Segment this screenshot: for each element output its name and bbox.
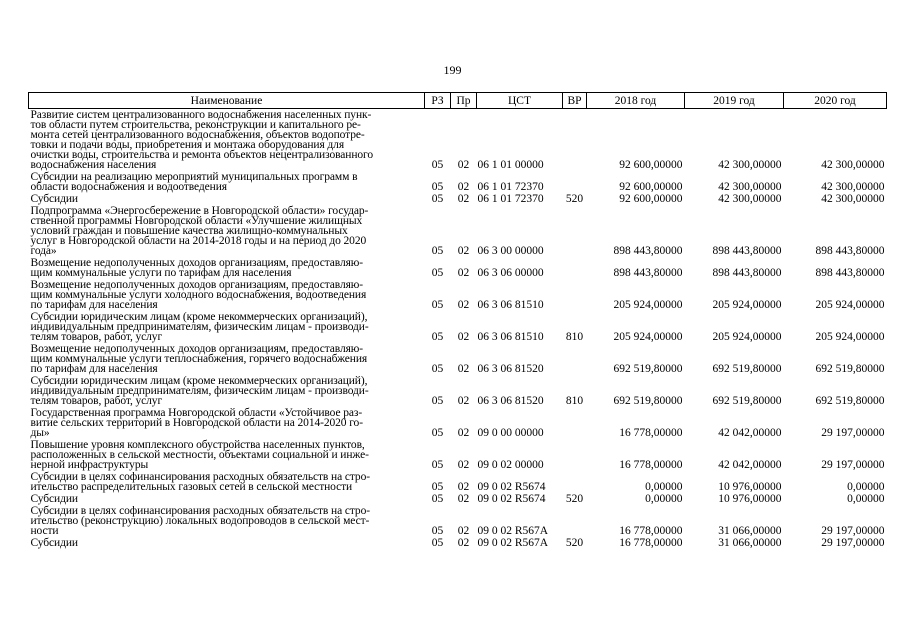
row-cst: 06 3 06 81520 (477, 395, 544, 407)
row-amount-2020: 29 197,00000 (821, 459, 885, 471)
row-amount-2019: 205 924,00000 (712, 331, 782, 343)
header-pr: Пр (451, 93, 477, 109)
row-pr: 02 (457, 427, 470, 439)
row-pr: 02 (457, 525, 470, 537)
row-amount-2018: 92 600,00000 (619, 159, 683, 171)
row-amount-2019: 31 066,00000 (718, 537, 782, 549)
header-vr: ВР (563, 93, 587, 109)
row-vr: 810 (565, 331, 584, 343)
row-amount-2019: 42 300,00000 (718, 181, 782, 193)
row-amount-2020: 205 924,00000 (815, 331, 885, 343)
row-amount-2020: 42 300,00000 (821, 193, 885, 205)
row-rz: 05 (431, 427, 444, 439)
row-amount-2018: 16 778,00000 (619, 537, 683, 549)
row-amount-2018: 205 924,00000 (613, 299, 683, 311)
header-2019: 2019 год (685, 93, 784, 109)
row-name (29, 193, 425, 205)
row-amount-2020: 29 197,00000 (821, 525, 885, 537)
row-rz: 05 (431, 159, 444, 171)
row-rz: 05 (431, 331, 444, 343)
row-amount-2018: 16 778,00000 (619, 459, 683, 471)
row-vr (563, 439, 587, 471)
row-cst: 06 3 00 00000 (477, 245, 544, 257)
row-pr: 02 (457, 481, 470, 493)
header-cst: ЦСТ (477, 93, 563, 109)
row-name (29, 537, 425, 549)
row-rz: 05 (431, 245, 444, 257)
row-pr: 02 (457, 459, 470, 471)
row-cst: 06 1 01 00000 (477, 159, 544, 171)
row-amount-2020: 898 443,80000 (815, 267, 885, 279)
table-row (29, 537, 887, 549)
row-name-text: Субсидии в целях софинансирования расходных обязательств на стро- ительство распределительных газовых сетей в сельской местности (30, 471, 370, 493)
row-amount-2020: 42 300,00000 (821, 181, 885, 193)
row-amount-2018: 16 778,00000 (619, 525, 683, 537)
row-rz: 05 (431, 459, 444, 471)
row-amount-2018: 0,00000 (645, 481, 683, 493)
row-amount-2019: 31 066,00000 (718, 525, 782, 537)
row-amount-2020: 898 443,80000 (815, 245, 885, 257)
row-name-text: Подпрограмма «Энергосбережение в Новгородской области» государ- ственной программы Новгородской области «Улучшение жилищных условий граждан и повышение качества жилищно-коммунальных услуг в Новгородской области на 2014-2018 годы и на период до 2020 года» (30, 205, 369, 257)
row-pr: 02 (457, 181, 470, 193)
row-amount-2019: 898 443,80000 (712, 245, 782, 257)
row-rz: 05 (431, 481, 444, 493)
table-row (29, 493, 887, 505)
row-vr (563, 279, 587, 311)
row-pr: 02 (457, 537, 470, 549)
row-amount-2019: 205 924,00000 (712, 299, 782, 311)
row-pr: 02 (457, 245, 470, 257)
row-name-text: Субсидии в целях софинансирования расходных обязательств на стро- ительство (реконструкцию) локальных водопроводов в сельской мест- ности (30, 505, 370, 537)
row-vr (563, 109, 587, 172)
row-vr (563, 471, 587, 493)
row-name-text: Возмещение недополученных доходов организациям, предоставляю- щим коммунальные услуги холодного водоснабжения, водоотведения по тарифам для населения (30, 279, 367, 311)
row-amount-2020: 42 300,00000 (821, 159, 885, 171)
row-cst: 06 3 06 00000 (477, 267, 544, 279)
row-name (29, 311, 425, 343)
row-pr: 02 (457, 299, 470, 311)
row-name (29, 493, 425, 505)
row-cst: 09 0 02 R567A (477, 537, 549, 549)
row-cst: 09 0 02 00000 (477, 459, 544, 471)
row-name-text: Субсидии на реализацию мероприятий муниципальных программ в области водоснабжения и водоотведения (30, 171, 358, 193)
header-2018: 2018 год (587, 93, 685, 109)
table-row (29, 257, 887, 279)
row-pr: 02 (457, 159, 470, 171)
row-cst: 09 0 02 R5674 (477, 493, 546, 505)
row-pr: 02 (457, 267, 470, 279)
row-amount-2018: 0,00000 (645, 493, 683, 505)
row-cst: 06 1 01 72370 (477, 181, 544, 193)
table-row (29, 505, 887, 537)
row-cst: 06 3 06 81520 (477, 363, 544, 375)
table-row (29, 471, 887, 493)
table-row (29, 311, 887, 343)
row-amount-2020: 692 519,80000 (815, 363, 885, 375)
header-rz: РЗ (425, 93, 451, 109)
row-rz: 05 (431, 525, 444, 537)
row-name-text: Возмещение недополученных доходов организациям, предоставляю- щим коммунальные услуги по тарифам для населения (30, 257, 364, 279)
row-name (29, 505, 425, 537)
row-vr (563, 505, 587, 537)
row-rz: 05 (431, 493, 444, 505)
row-name (29, 279, 425, 311)
row-amount-2019: 10 976,00000 (718, 481, 782, 493)
row-amount-2019: 10 976,00000 (718, 493, 782, 505)
row-amount-2020: 29 197,00000 (821, 427, 885, 439)
row-vr (563, 407, 587, 439)
row-name (29, 439, 425, 471)
table-header-row (29, 93, 887, 109)
row-amount-2018: 692 519,80000 (613, 363, 683, 375)
row-name-text: Государственная программа Новгородской области «Устойчивое раз- витие сельских территорий в Новгородской области на 2014-2020 го- ды» (30, 407, 363, 439)
table-row (29, 171, 887, 193)
row-amount-2018: 898 443,80000 (613, 245, 683, 257)
row-amount-2019: 692 519,80000 (712, 395, 782, 407)
row-name (29, 343, 425, 375)
row-name-text: Субсидии (30, 493, 78, 505)
row-amount-2018: 92 600,00000 (619, 193, 683, 205)
row-amount-2019: 42 042,00000 (718, 459, 782, 471)
row-rz: 05 (431, 193, 444, 205)
row-name (29, 257, 425, 279)
row-amount-2020: 29 197,00000 (821, 537, 885, 549)
row-pr: 02 (457, 395, 470, 407)
row-name (29, 471, 425, 493)
row-rz: 05 (431, 363, 444, 375)
row-vr (563, 257, 587, 279)
row-name-text: Развитие систем централизованного водоснабжения населенных пунк- тов области путем строительства, реконструкции и капитального ре- монта сетей централизованного водоснабжения, объектов водопотре- товки и подачи воды, приобретения и монтажа оборудования для очистки воды, строительства и ремонта объектов нецентрализованного водоснабжения населения (30, 109, 374, 171)
table-row (29, 439, 887, 471)
header-name: Наименование (29, 93, 425, 109)
row-name-text: Субсидии (30, 193, 78, 205)
row-name (29, 375, 425, 407)
row-cst: 06 3 06 81510 (477, 331, 544, 343)
row-vr (563, 171, 587, 193)
row-amount-2019: 42 300,00000 (718, 193, 782, 205)
table-row (29, 375, 887, 407)
row-vr (563, 205, 587, 257)
row-cst: 09 0 00 00000 (477, 427, 544, 439)
budget-table (28, 92, 887, 549)
row-rz: 05 (431, 395, 444, 407)
table-row (29, 407, 887, 439)
row-amount-2019: 692 519,80000 (712, 363, 782, 375)
row-name-text: Субсидии (30, 537, 78, 549)
row-amount-2020: 0,00000 (847, 481, 885, 493)
row-cst: 06 1 01 72370 (477, 193, 544, 205)
row-vr: 810 (565, 395, 584, 407)
row-pr: 02 (457, 363, 470, 375)
row-vr: 520 (565, 193, 584, 205)
row-cst: 09 0 02 R567A (477, 525, 549, 537)
table-body (29, 109, 887, 550)
row-name (29, 171, 425, 193)
row-pr: 02 (457, 493, 470, 505)
row-amount-2019: 898 443,80000 (712, 267, 782, 279)
row-amount-2020: 0,00000 (847, 493, 885, 505)
table-row (29, 343, 887, 375)
header-2020: 2020 год (784, 93, 887, 109)
row-pr: 02 (457, 193, 470, 205)
row-amount-2018: 898 443,80000 (613, 267, 683, 279)
row-rz: 05 (431, 267, 444, 279)
row-amount-2019: 42 042,00000 (718, 427, 782, 439)
row-amount-2020: 692 519,80000 (815, 395, 885, 407)
row-amount-2018: 92 600,00000 (619, 181, 683, 193)
row-name (29, 205, 425, 257)
row-rz: 05 (431, 299, 444, 311)
table-row (29, 205, 887, 257)
row-name (29, 407, 425, 439)
row-name (29, 109, 425, 172)
row-amount-2020: 205 924,00000 (815, 299, 885, 311)
row-name-text: Субсидии юридическим лицам (кроме некоммерческих организаций), индивидуальным предпринимателям, физическим лицам - производи- телям товаров, работ, услуг (30, 311, 369, 343)
row-amount-2018: 692 519,80000 (613, 395, 683, 407)
row-vr (563, 343, 587, 375)
table-row (29, 279, 887, 311)
row-cst: 06 3 06 81510 (477, 299, 544, 311)
row-pr: 02 (457, 331, 470, 343)
row-rz: 05 (431, 537, 444, 549)
row-vr: 520 (565, 493, 584, 505)
row-name-text: Возмещение недополученных доходов организациям, предоставляю- щим коммунальные услуги теплоснабжения, горячего водоснабжения по тарифам для населения (30, 343, 368, 375)
table-row (29, 109, 887, 172)
row-rz: 05 (431, 181, 444, 193)
row-amount-2019: 42 300,00000 (718, 159, 782, 171)
row-cst: 09 0 02 R5674 (477, 481, 546, 493)
table-row (29, 193, 887, 205)
row-amount-2018: 16 778,00000 (619, 427, 683, 439)
row-amount-2018: 205 924,00000 (613, 331, 683, 343)
page-number: 199 (443, 63, 462, 77)
row-vr: 520 (565, 537, 584, 549)
row-name-text: Субсидии юридическим лицам (кроме некоммерческих организаций), индивидуальным предпринимателям, физическим лицам - производи- телям товаров, работ, услуг (30, 375, 369, 407)
row-name-text: Повышение уровня комплексного обустройства населенных пунктов, расположенных в сельской местности, объектами социальной и инже- нерной инфраструктуры (30, 439, 369, 471)
